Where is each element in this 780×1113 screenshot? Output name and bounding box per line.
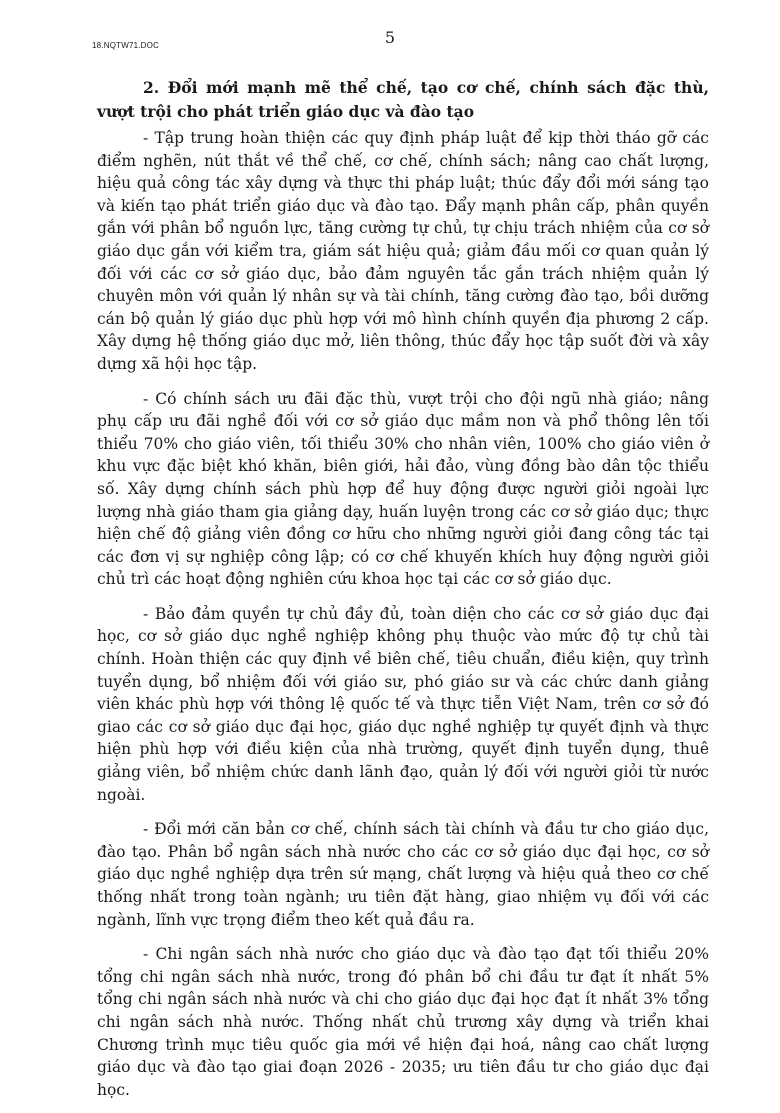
paragraph: - Có chính sách ưu đãi đặc thù, vượt trội cho đội ngũ nhà giáo; nâng phụ cấp ưu đãi nghề đối với cơ sở giáo dục mầm non và phổ thông lên tối thiểu 70% cho giáo viên, tối thiểu 30% cho nhân viên, 100% cho giáo viên ở khu vực đặc biệt khó khăn, biên giới, hải đảo, vùng đồng bào dân tộc thiểu số. Xây dựng chính sách phù hợp để huy động được người giỏi ngoài lực lượng nhà giáo tham gia giảng dạy, huấn luyện trong các cơ sở giáo dục; thực hiện chế độ giảng viên đồng cơ hữu cho những người giỏi đang công tác tại các đơn vị sự nghiệp công lập; có cơ chế khuyến khích huy động người giỏi chủ trì các hoạt động nghiên cứu khoa học tại các cơ sở giáo dục. (97, 389, 709, 589)
paragraph: - Chi ngân sách nhà nước cho giáo dục và đào tạo đạt tối thiểu 20% tổng chi ngân sách nhà nước, trong đó phân bổ chi đầu tư đạt ít nhất 5% tổng chi ngân sách nhà nước và chi cho giáo dục đại học đạt ít nhất 3% tổng chi ngân sách nhà nước. Thống nhất chủ trương xây dựng và triển khai Chương trình mục tiêu quốc gia mới về hiện đại hoá, nâng cao chất lượng giáo dục và đào tạo giai đoạn 2026 - 2035; ưu tiên đầu tư cho giáo dục đại học. (97, 945, 709, 1099)
section-heading: 2. Đổi mới mạnh mẽ thể chế, tạo cơ chế, chính sách đặc thù, vượt trội cho phát triển giáo dục và đào tạo (97, 78, 709, 121)
paragraph: - Tập trung hoàn thiện các quy định pháp luật để kịp thời tháo gỡ các điểm nghẽn, nút thắt về thể chế, cơ chế, chính sách; nâng cao chất lượng, hiệu quả công tác xây dựng và thực thi pháp luật; thúc đẩy đổi mới sáng tạo và kiến tạo phát triển giáo dục và đào tạo. Đẩy mạnh phân cấp, phân quyền gắn với phân bổ nguồn lực, tăng cường tự chủ, tự chịu trách nhiệm của cơ sở giáo dục gắn với kiểm tra, giám sát hiệu quả; giảm đầu mối cơ quan quản lý đối với các cơ sở giáo dục, bảo đảm nguyên tắc gắn trách nhiệm quản lý chuyên môn với quản lý nhân sự và tài chính, tăng cường đào tạo, bồi dưỡng cán bộ quản lý giáo dục phù hợp với mô hình chính quyền địa phương 2 cấp. Xây dựng hệ thống giáo dục mở, liên thông, thúc đẩy học tập suốt đời và xây dựng xã hội học tập. (97, 129, 709, 373)
paragraph: - Đổi mới căn bản cơ chế, chính sách tài chính và đầu tư cho giáo dục, đào tạo. Phân bổ ngân sách nhà nước cho các cơ sở giáo dục đại học, cơ sở giáo dục nghề nghiệp dựa trên sứ mạng, chất lượng và hiệu quả theo cơ chế thống nhất trong toàn ngành; ưu tiên đặt hàng, giao nhiệm vụ đối với các ngành, lĩnh vực trọng điểm theo kết quả đầu ra. (97, 820, 709, 929)
page-number: 5 (384, 28, 396, 47)
paragraph: - Bảo đảm quyền tự chủ đầy đủ, toàn diện cho các cơ sở giáo dục đại học, cơ sở giáo dục nghề nghiệp không phụ thuộc vào mức độ tự chủ tài chính. Hoàn thiện các quy định về biên chế, tiêu chuẩn, điều kiện, quy trình tuyển dụng, bổ nhiệm đối với giáo sư, phó giáo sư và các chức danh giảng viên khác phù hợp với thông lệ quốc tế và thực tiễn Việt Nam, trên cơ sở đó giao các cơ sở giáo dục đại học, giáo dục nghề nghiệp tự quyết định và thực hiện phù hợp với điều kiện của nhà trường, quyết định tuyển dụng, thuê giảng viên, bổ nhiệm chức danh lãnh đạo, quản lý đối với người giỏi từ nước ngoài. (97, 604, 709, 804)
document-code: 18.NQTW71.DOC (92, 41, 160, 50)
document-body (97, 76, 709, 1113)
